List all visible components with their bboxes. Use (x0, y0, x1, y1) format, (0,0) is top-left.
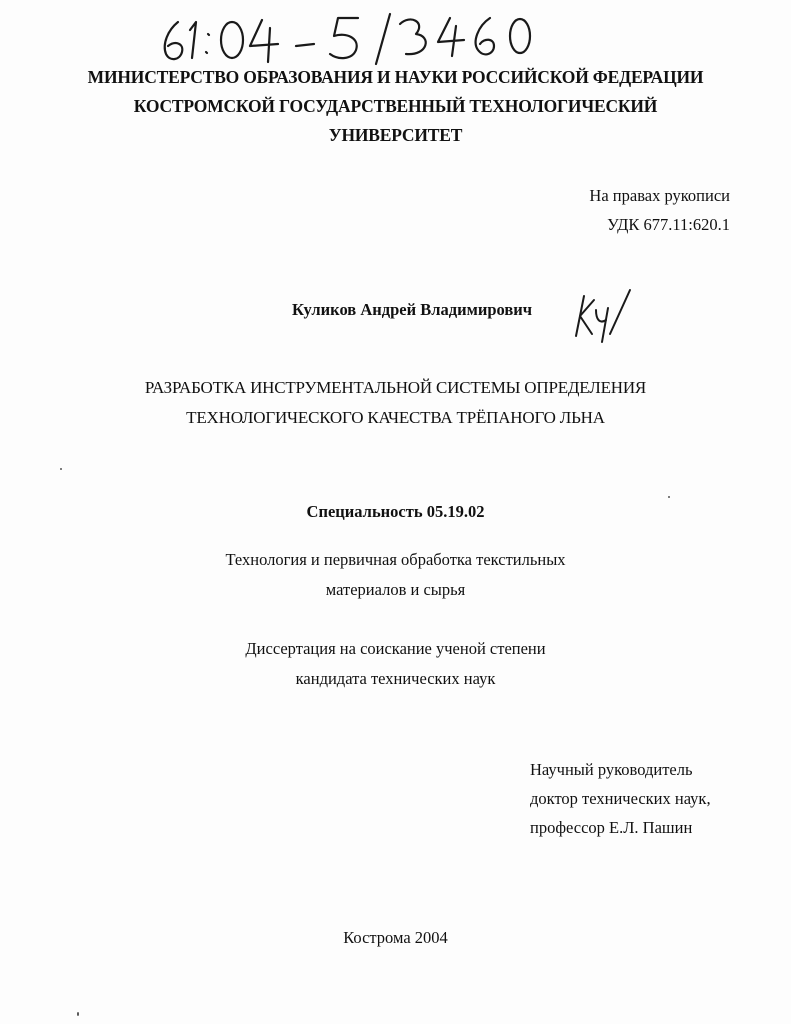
scan-speck (60, 468, 62, 470)
ministry-line-3: УНИВЕРСИТЕТ (328, 125, 463, 145)
author-name: Куликов Андрей Владимирович (292, 300, 533, 319)
advisor-degree: доктор технических наук, (530, 789, 711, 808)
scan-speck (668, 496, 670, 498)
ministry-line-1: МИНИСТЕРСТВО ОБРАЗОВАНИЯ И НАУКИ РОССИЙСКОЙ ФЕДЕРАЦИИ (87, 67, 704, 87)
author-signature (566, 286, 636, 346)
scan-speck (77, 1012, 79, 1016)
udk-code: УДК 677.11:620.1 (607, 215, 730, 234)
handwritten-archive-number (150, 8, 550, 68)
degree-line-2: кандидата технических наук (295, 669, 496, 688)
advisor-role: Научный руководитель (530, 760, 693, 779)
ministry-line-2: КОСТРОМСКОЙ ГОСУДАРСТВЕННЫЙ ТЕХНОЛОГИЧЕСКИЙ (133, 96, 658, 116)
specialty-code: Специальность 05.19.02 (306, 502, 485, 521)
manuscript-rights: На правах рукописи (589, 186, 730, 205)
city-year: Кострома 2004 (343, 928, 448, 947)
dissertation-title-line-2: ТЕХНОЛОГИЧЕСКОГО КАЧЕСТВА ТРЁПАНОГО ЛЬНА (186, 408, 605, 427)
dissertation-title-line-1: РАЗРАБОТКА ИНСТРУМЕНТАЛЬНОЙ СИСТЕМЫ ОПРЕДЕЛЕНИЯ (144, 378, 647, 397)
degree-line-1: Диссертация на соискание ученой степени (245, 639, 546, 658)
specialty-line-1: Технология и первичная обработка текстильных (225, 550, 566, 569)
specialty-line-2: материалов и сырья (325, 580, 466, 599)
advisor-name: профессор Е.Л. Пашин (530, 818, 693, 837)
